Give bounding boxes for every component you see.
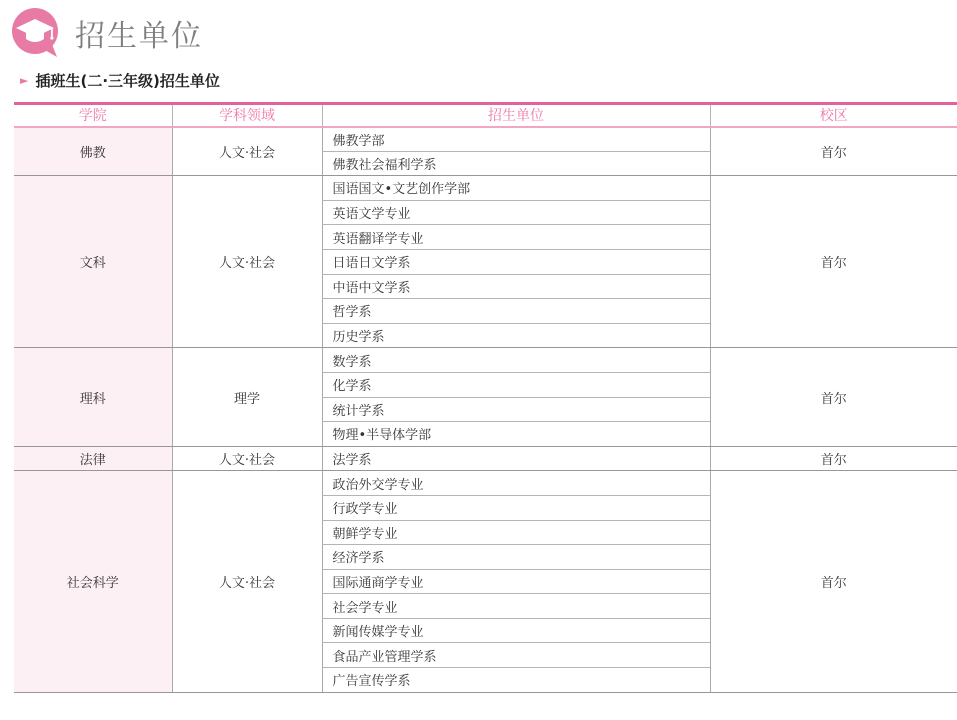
graduation-cap-speech-bubble-icon [10, 7, 62, 59]
campus-cell: 首尔 [710, 176, 957, 348]
table-header-row [14, 104, 957, 127]
campus-cell: 首尔 [710, 471, 957, 692]
unit-cell: 英语翻译学专业 [322, 225, 710, 250]
column-header-campus: 校区 [710, 104, 957, 127]
page-title: 招生单位 [75, 19, 203, 54]
unit-cell: 数学系 [322, 348, 710, 373]
subtitle-text: 插班生(二·三年级)招生单位 [35, 71, 220, 90]
college-cell: 理科 [14, 348, 172, 446]
table-row [14, 176, 957, 201]
field-cell: 人文·社会 [172, 446, 322, 471]
table-row [14, 127, 957, 152]
unit-cell: 政治外交学专业 [322, 471, 710, 496]
unit-cell: 食品产业管理学系 [322, 643, 710, 668]
unit-cell: 英语文学专业 [322, 200, 710, 225]
college-cell: 佛教 [14, 127, 172, 176]
college-cell: 文科 [14, 176, 172, 348]
campus-cell: 首尔 [710, 348, 957, 446]
college-cell: 法律 [14, 446, 172, 471]
unit-cell: 国际通商学专业 [322, 569, 710, 594]
unit-cell: 广告宣传学系 [322, 668, 710, 693]
unit-cell: 经济学系 [322, 545, 710, 570]
column-header-college: 学院 [14, 104, 172, 127]
unit-cell: 国语国文•文艺创作学部 [322, 176, 710, 201]
unit-cell: 统计学系 [322, 397, 710, 422]
unit-cell: 佛教社会福利学系 [322, 151, 710, 176]
unit-cell: 朝鲜学专业 [322, 520, 710, 545]
field-cell: 人文·社会 [172, 127, 322, 176]
unit-cell: 中语中文学系 [322, 274, 710, 299]
admission-units-table [14, 102, 957, 693]
section-subtitle [20, 71, 957, 89]
unit-cell: 化学系 [322, 372, 710, 397]
unit-cell: 行政学专业 [322, 495, 710, 520]
field-cell: 理学 [172, 348, 322, 446]
field-cell: 人文·社会 [172, 471, 322, 692]
arrow-right-icon: ► [20, 73, 29, 87]
table-row [14, 348, 957, 373]
unit-cell: 社会学专业 [322, 594, 710, 619]
table-row [14, 446, 957, 471]
unit-cell: 佛教学部 [322, 127, 710, 152]
field-cell: 人文·社会 [172, 176, 322, 348]
campus-cell: 首尔 [710, 127, 957, 176]
unit-cell: 日语日文学系 [322, 249, 710, 274]
unit-cell: 法学系 [322, 446, 710, 471]
column-header-field: 学科领域 [172, 104, 322, 127]
column-header-unit: 招生单位 [322, 104, 710, 127]
unit-cell: 历史学系 [322, 323, 710, 348]
unit-cell: 物理•半导体学部 [322, 422, 710, 447]
unit-cell: 哲学系 [322, 299, 710, 324]
table-row [14, 471, 957, 496]
college-cell: 社会科学 [14, 471, 172, 692]
campus-cell: 首尔 [710, 446, 957, 471]
unit-cell: 新闻传媒学专业 [322, 618, 710, 643]
page-header [0, 0, 957, 58]
